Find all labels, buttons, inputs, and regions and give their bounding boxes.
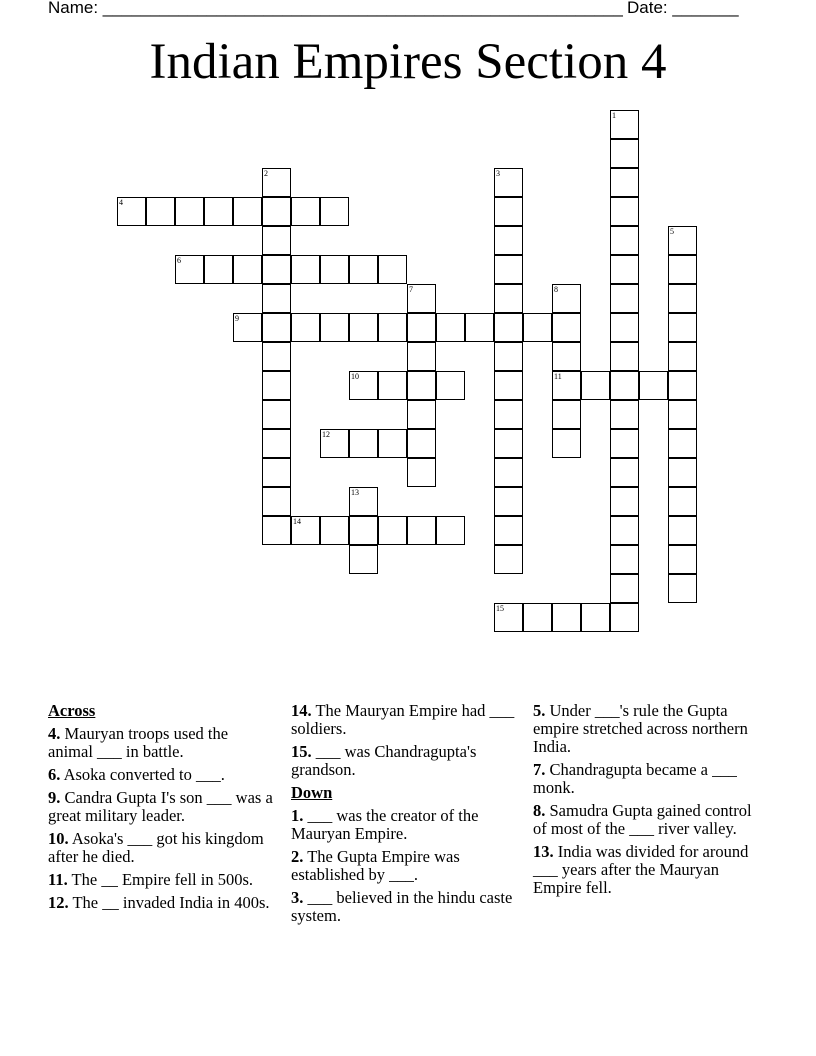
down-heading: Down: [291, 783, 333, 802]
clue-number: 3: [496, 169, 500, 178]
clue-number: 5: [670, 227, 674, 236]
clue-number-label: 2.: [291, 847, 304, 866]
clue-text: Asoka converted to ___.: [60, 765, 225, 784]
grid-cell[interactable]: [262, 342, 291, 371]
clue-number: 12: [322, 430, 330, 439]
clue-text: Chandragupta became a ___ monk.: [533, 760, 737, 797]
grid-cell[interactable]: [581, 371, 610, 400]
grid-cell[interactable]: [262, 487, 291, 516]
grid-cell[interactable]: [552, 429, 581, 458]
grid-cell[interactable]: [436, 371, 465, 400]
clue-number-label: 15.: [291, 742, 312, 761]
clue: [48, 894, 276, 912]
grid-cell[interactable]: [291, 516, 320, 545]
grid-cell[interactable]: [262, 226, 291, 255]
grid-cell[interactable]: [465, 313, 494, 342]
grid-cell[interactable]: [175, 255, 204, 284]
grid-cell[interactable]: [233, 197, 262, 226]
grid-cell[interactable]: [610, 284, 639, 313]
grid-cell[interactable]: [494, 284, 523, 313]
grid-cell[interactable]: [117, 197, 146, 226]
clues-column-3: [533, 702, 761, 902]
grid-cell[interactable]: [668, 400, 697, 429]
clue-number-label: 6.: [48, 765, 61, 784]
clue-text: Samudra Gupta gained control of most of the ___ river valley.: [533, 801, 752, 838]
clue-text: ___ believed in the hindu caste system.: [291, 888, 513, 925]
grid-cell[interactable]: [291, 313, 320, 342]
clue: [48, 830, 276, 866]
grid-cell[interactable]: [668, 284, 697, 313]
grid-cell[interactable]: [610, 458, 639, 487]
across-heading: Across: [48, 701, 96, 720]
clue-text: Asoka's ___ got his kingdom after he died.: [48, 829, 264, 866]
clue-number-label: 12.: [48, 893, 69, 912]
clue-text: ___ was Chandragupta's grandson.: [291, 742, 477, 779]
grid-cell[interactable]: [262, 255, 291, 284]
clue-number: 14: [293, 517, 301, 526]
grid-cell[interactable]: [610, 342, 639, 371]
grid-cell[interactable]: [378, 255, 407, 284]
clue-number-label: 13.: [533, 842, 554, 861]
clue-number-label: 10.: [48, 829, 69, 848]
grid-cell[interactable]: [610, 197, 639, 226]
grid-cell[interactable]: [349, 313, 378, 342]
grid-cell[interactable]: [378, 429, 407, 458]
grid-cell[interactable]: [610, 371, 639, 400]
clue-number: 10: [351, 372, 359, 381]
grid-cell[interactable]: [610, 313, 639, 342]
grid-cell[interactable]: [610, 139, 639, 168]
grid-cell[interactable]: [262, 516, 291, 545]
grid-cell[interactable]: [320, 313, 349, 342]
grid-cell[interactable]: [262, 400, 291, 429]
clue-text: The Mauryan Empire had ___ soldiers.: [291, 701, 515, 738]
clue-number: 9: [235, 314, 239, 323]
grid-cell[interactable]: [349, 255, 378, 284]
clue-number-label: 1.: [291, 806, 304, 825]
clue: [291, 848, 519, 884]
grid-cell[interactable]: [668, 487, 697, 516]
grid-cell[interactable]: [233, 255, 262, 284]
grid-cell[interactable]: [552, 371, 581, 400]
clue-number: 15: [496, 604, 504, 613]
grid-cell[interactable]: [262, 197, 291, 226]
clue-number: 6: [177, 256, 181, 265]
grid-cell[interactable]: [668, 226, 697, 255]
grid-cell[interactable]: [610, 487, 639, 516]
grid-cell[interactable]: [668, 545, 697, 574]
clues-column-1: [48, 702, 276, 917]
grid-cell[interactable]: [494, 516, 523, 545]
grid-cell[interactable]: [668, 371, 697, 400]
grid-cell[interactable]: [436, 516, 465, 545]
grid-cell[interactable]: [407, 342, 436, 371]
clue-number-label: 14.: [291, 701, 312, 720]
grid-cell[interactable]: [668, 313, 697, 342]
clue: [291, 702, 519, 738]
clue: [533, 843, 761, 897]
grid-cell[interactable]: [407, 458, 436, 487]
grid-cell[interactable]: [668, 342, 697, 371]
grid-cell[interactable]: [523, 313, 552, 342]
grid-cell[interactable]: [233, 313, 262, 342]
clue-number: 4: [119, 198, 123, 207]
grid-cell[interactable]: [494, 603, 523, 632]
grid-cell[interactable]: [320, 516, 349, 545]
clue-number: 8: [554, 285, 558, 294]
clue-text: The __ Empire fell in 500s.: [67, 870, 254, 889]
name-field: Name: _______________________________________________________: [48, 0, 623, 17]
grid-cell[interactable]: [378, 313, 407, 342]
grid-cell[interactable]: [494, 371, 523, 400]
grid-cell[interactable]: [407, 284, 436, 313]
grid-cell[interactable]: [581, 603, 610, 632]
clue-text: The Gupta Empire was established by ___.: [291, 847, 460, 884]
grid-cell[interactable]: [349, 487, 378, 516]
clue-text: India was divided for around ___ years after the Mauryan Empire fell.: [533, 842, 749, 897]
grid-cell[interactable]: [610, 226, 639, 255]
clue: [48, 871, 276, 889]
grid-cell[interactable]: [407, 429, 436, 458]
grid-cell[interactable]: [262, 284, 291, 313]
grid-cell[interactable]: [668, 458, 697, 487]
grid-cell[interactable]: [407, 371, 436, 400]
grid-cell[interactable]: [262, 371, 291, 400]
clue-number-label: 8.: [533, 801, 546, 820]
grid-cell[interactable]: [349, 545, 378, 574]
clue: [48, 766, 276, 784]
grid-cell[interactable]: [349, 429, 378, 458]
grid-cell[interactable]: [668, 574, 697, 603]
grid-cell[interactable]: [320, 255, 349, 284]
grid-cell[interactable]: [494, 487, 523, 516]
grid-cell[interactable]: [610, 255, 639, 284]
grid-cell[interactable]: [320, 429, 349, 458]
page-title: Indian Empires Section 4: [149, 34, 667, 90]
grid-cell[interactable]: [494, 400, 523, 429]
grid-cell[interactable]: [610, 400, 639, 429]
grid-cell[interactable]: [494, 197, 523, 226]
clue-number-label: 3.: [291, 888, 304, 907]
clue: [291, 807, 519, 843]
clue: [533, 802, 761, 838]
grid-cell[interactable]: [552, 313, 581, 342]
grid-cell[interactable]: [494, 168, 523, 197]
grid-cell[interactable]: [494, 226, 523, 255]
grid-cell[interactable]: [552, 400, 581, 429]
grid-cell[interactable]: [668, 516, 697, 545]
clue-text: Mauryan troops used the animal ___ in battle.: [48, 724, 229, 761]
grid-cell[interactable]: [610, 574, 639, 603]
clue-text: The __ invaded India in 400s.: [68, 893, 270, 912]
clue-text: Under ___'s rule the Gupta empire stretched across northern India.: [533, 701, 748, 756]
grid-cell[interactable]: [320, 197, 349, 226]
clue-number-label: 5.: [533, 701, 546, 720]
grid-cell[interactable]: [668, 429, 697, 458]
grid-cell[interactable]: [262, 168, 291, 197]
grid-cell[interactable]: [407, 400, 436, 429]
grid-cell[interactable]: [552, 603, 581, 632]
grid-cell[interactable]: [291, 197, 320, 226]
clues-column-2: [291, 702, 519, 930]
grid-cell[interactable]: [552, 284, 581, 313]
grid-cell[interactable]: [407, 313, 436, 342]
grid-cell[interactable]: [262, 429, 291, 458]
grid-cell[interactable]: [552, 342, 581, 371]
grid-cell[interactable]: [610, 429, 639, 458]
clue-number-label: 4.: [48, 724, 61, 743]
clue-number: 11: [554, 372, 562, 381]
clue-text: Candra Gupta I's son ___ was a great military leader.: [48, 788, 273, 825]
grid-cell[interactable]: [639, 371, 668, 400]
clue: [291, 889, 519, 925]
clue: [533, 702, 761, 756]
clue-number: 1: [612, 111, 616, 120]
grid-cell[interactable]: [349, 371, 378, 400]
clue: [48, 789, 276, 825]
clue: [291, 743, 519, 779]
grid-cell[interactable]: [523, 603, 552, 632]
grid-cell[interactable]: [349, 516, 378, 545]
grid-cell[interactable]: [494, 255, 523, 284]
grid-cell[interactable]: [494, 545, 523, 574]
grid-cell[interactable]: [610, 110, 639, 139]
grid-cell[interactable]: [146, 197, 175, 226]
clue-number-label: 9.: [48, 788, 61, 807]
clue-number-label: 7.: [533, 760, 546, 779]
clue-number-label: 11.: [48, 870, 68, 889]
clue-number: 7: [409, 285, 413, 294]
grid-cell[interactable]: [436, 313, 465, 342]
grid-cell[interactable]: [378, 371, 407, 400]
grid-cell[interactable]: [494, 313, 523, 342]
grid-cell[interactable]: [668, 255, 697, 284]
clue-number: 13: [351, 488, 359, 497]
grid-cell[interactable]: [291, 255, 320, 284]
grid-cell[interactable]: [204, 255, 233, 284]
grid-cell[interactable]: [610, 516, 639, 545]
grid-cell[interactable]: [610, 545, 639, 574]
date-field: Date: _______: [627, 0, 739, 17]
grid-cell[interactable]: [407, 516, 436, 545]
grid-cell[interactable]: [262, 458, 291, 487]
grid-cell[interactable]: [494, 342, 523, 371]
grid-cell[interactable]: [204, 197, 233, 226]
clue: [48, 725, 276, 761]
grid-cell[interactable]: [262, 313, 291, 342]
grid-cell[interactable]: [494, 458, 523, 487]
clue-text: ___ was the creator of the Mauryan Empire.: [291, 806, 479, 843]
grid-cell[interactable]: [494, 429, 523, 458]
grid-cell[interactable]: [610, 603, 639, 632]
grid-cell[interactable]: [378, 516, 407, 545]
grid-cell[interactable]: [610, 168, 639, 197]
grid-cell[interactable]: [175, 197, 204, 226]
clue-number: 2: [264, 169, 268, 178]
clue: [533, 761, 761, 797]
